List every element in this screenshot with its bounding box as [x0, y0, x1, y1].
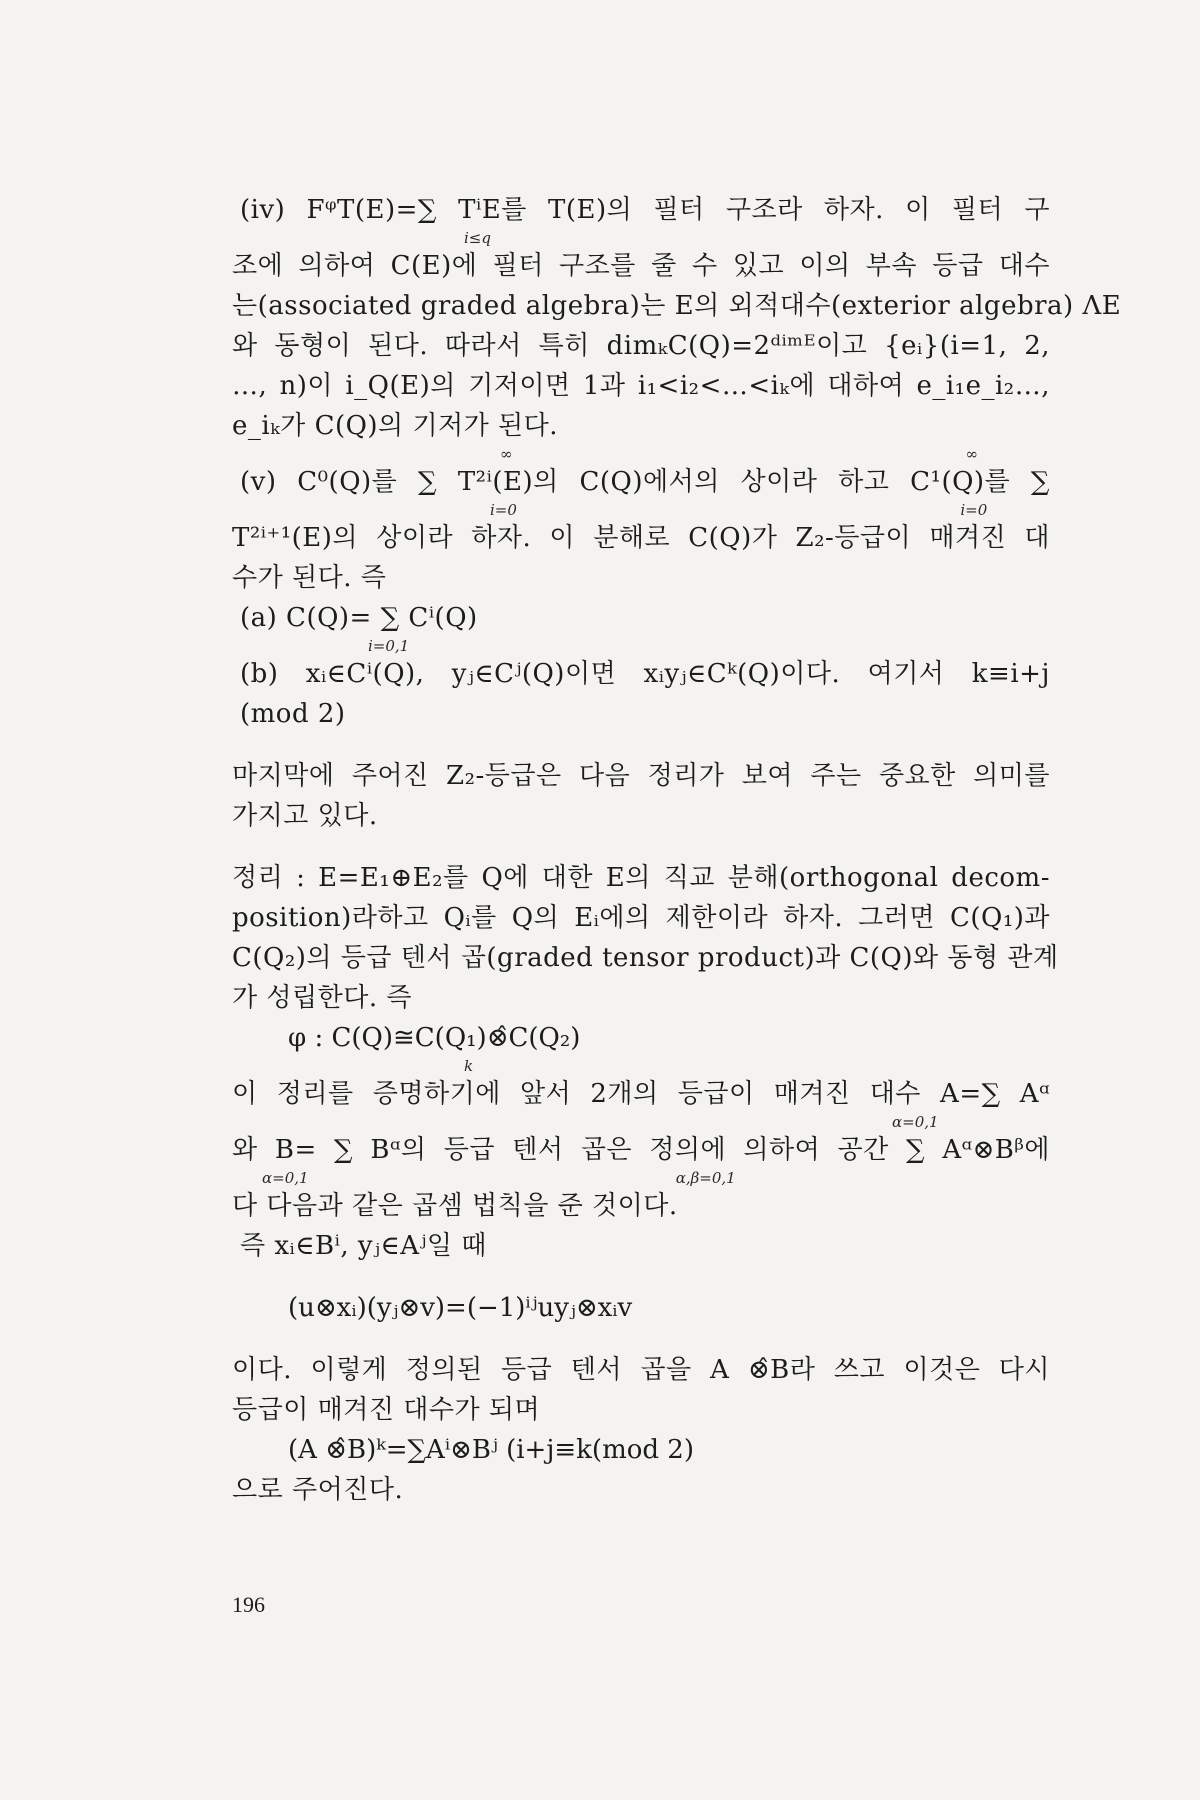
display-formula: (u⊗xᵢ)(yⱼ⊗v)=(−1)ⁱʲuyⱼ⊗xᵢv: [288, 1293, 633, 1323]
summation-limit: α=0,1 α,β=0,1: [262, 1169, 736, 1187]
paragraph-gap: [232, 734, 1050, 756]
paragraph-gap: [232, 836, 1050, 858]
text-line: 와 B= ∑ Bᵅ의 등급 텐서 곱은 정의에 의하여 공간 ∑ Aᵅ⊗Bᵝ에: [232, 1135, 1050, 1165]
text-line: 는(associated graded algebra)는 E의 외적대수(exterior algebra) ΛE: [232, 291, 1122, 321]
text-line: (iv) FᵠT(E)=∑ TⁱE를 T(E)의 필터 구조라 하자. 이 필터 구: [240, 195, 1050, 225]
text-line: 조에 의하여 C(E)에 필터 구조를 줄 수 있고 이의 부속 등급 대수: [232, 251, 1050, 281]
display-formula: φ : C(Q)≅C(Q₁)⊗̂C(Q₂): [288, 1023, 581, 1053]
summation-limit: i≤q: [464, 229, 491, 247]
text-line: 가 성립한다. 즉: [232, 983, 412, 1013]
text-line: 정리 : E=E₁⊕E₂를 Q에 대한 E의 직교 분해(orthogonal decom-: [232, 863, 1050, 893]
text-line: 와 동형이 된다. 따라서 특히 dimₖC(Q)=2ᵈⁱᵐᴱ이고 {eᵢ}(i=1, 2,: [232, 331, 1050, 361]
text-line: position)라하고 Qᵢ를 Q의 Eᵢ에의 제한이라 하자. 그러면 C(Q₁)과: [232, 903, 1050, 933]
text-line: 등급이 매겨진 대수가 되며: [232, 1395, 541, 1425]
summation-limit: ∞ ∞: [500, 445, 978, 463]
page-number: 196: [232, 1592, 265, 1617]
text-line: 즉 xᵢ∈Bⁱ, yⱼ∈Aʲ일 때: [240, 1231, 487, 1261]
text-line: C(Q₂)의 등급 텐서 곱(graded tensor product)과 C(Q)와 동형 관계: [232, 943, 1059, 973]
paragraph-gap: [232, 1266, 1050, 1288]
text-line: (b) xᵢ∈Cⁱ(Q), yⱼ∈Cʲ(Q)이면 xᵢyⱼ∈Cᵏ(Q)이다. 여기서 k≡i+j: [240, 659, 1050, 689]
paragraph-gap: [232, 1328, 1050, 1350]
text-line: 다 다음과 같은 곱셈 법칙을 준 것이다.: [232, 1191, 678, 1221]
summation-limit: k: [464, 1057, 474, 1075]
text-line: (v) C⁰(Q)를 ∑ T²ⁱ(E)의 C(Q)에서의 상이라 하고 C¹(Q)를 ∑: [240, 467, 1050, 497]
display-formula: (A ⊗̂B)ᵏ=∑Aⁱ⊗Bʲ (i+j≡k(mod 2): [288, 1435, 694, 1465]
summation-limit: α=0,1: [892, 1113, 939, 1131]
text-line: 으로 주어진다.: [232, 1475, 404, 1505]
text-line: 수가 된다. 즉: [232, 563, 387, 593]
summation-limit: i=0,1: [368, 637, 410, 655]
text-line: T²ⁱ⁺¹(E)의 상이라 하자. 이 분해로 C(Q)가 Z₂-등급이 매겨진 대: [232, 523, 1050, 553]
text-line: 이 정리를 증명하기에 앞서 2개의 등급이 매겨진 대수 A=∑ Aᵅ: [232, 1079, 1050, 1109]
text-line: 가지고 있다.: [232, 801, 378, 831]
text-line: …, n)이 i_Q(E)의 기저이면 1과 i₁<i₂<…<iₖ에 대하여 e_i₁e_i₂…,: [232, 371, 1050, 401]
text-line: 마지막에 주어진 Z₂-등급은 다음 정리가 보여 주는 중요한 의미를: [232, 761, 1050, 791]
text-line: 이다. 이렇게 정의된 등급 텐서 곱을 A ⊗̂B라 쓰고 이것은 다시: [232, 1355, 1050, 1385]
text-line: (mod 2): [240, 699, 346, 729]
summation-limit: i=0 i=0: [490, 501, 988, 519]
text-line: e_iₖ가 C(Q)의 기저가 된다.: [232, 411, 559, 441]
text-line: (a) C(Q)= ∑ Cⁱ(Q): [240, 603, 478, 633]
body-text: [232, 190, 1122, 1510]
